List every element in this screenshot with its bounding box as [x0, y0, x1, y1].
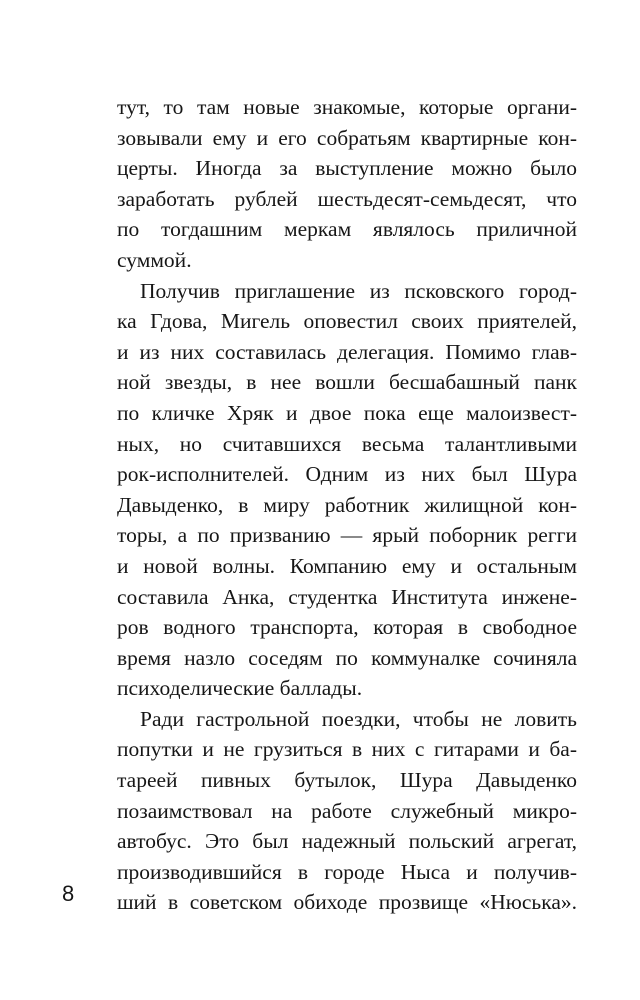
page-number: 8 [62, 881, 75, 906]
text-line: ных, но считавшихся весьма талантливыми [117, 431, 577, 456]
text-line: составила Анка, студентка Института инжене- [117, 584, 577, 609]
text-line: Давыденко, в миру работник жилищной кон- [117, 492, 577, 517]
text-line: тут, то там новые знакомые, которые органи- [117, 95, 577, 119]
text-line: торы, а по призванию — ярый поборник регги [117, 523, 577, 548]
paragraph-2 [117, 276, 577, 704]
text-line: и из них составилась делегация. Помимо глав- [117, 339, 577, 364]
text-line: церты. Иногда за выступление можно было [117, 156, 577, 181]
text-line: психоделические баллады. [117, 676, 363, 701]
text-line: суммой. [117, 247, 192, 272]
text-line: по тогдашним меркам являлось приличной [117, 217, 577, 242]
text-line: Получив приглашение из псковского город- [140, 278, 577, 303]
paragraph-1 [117, 92, 577, 276]
text-line: позаимствовал на работе служебный микро- [117, 798, 577, 823]
text-line: ров водного транспорта, которая в свободное [117, 615, 577, 640]
text-line: заработать рублей шестьдесят-семьдесят, что [117, 186, 577, 211]
body-text [117, 92, 577, 918]
text-line: ший в советском обиходе прозвище «Нюська». [117, 890, 577, 915]
text-line: ной звезды, в нее вошли бесшабашный панк [117, 370, 577, 395]
text-line: тареей пивных бутылок, Шура Давыденко [117, 768, 577, 793]
text-line: Ради гастрольной поездки, чтобы не ловить [140, 706, 577, 731]
text-line: и новой волны. Компанию ему и остальным [117, 553, 577, 578]
paragraph-3 [117, 704, 577, 918]
text-line: по кличке Хряк и двое пока еще малоизвест- [117, 400, 577, 425]
text-line: производившийся в городе Ныса и получив- [117, 859, 577, 884]
text-line: рок-исполнителей. Одним из них был Шура [117, 462, 577, 487]
text-line: автобус. Это был надежный польский агрегат, [117, 829, 577, 854]
text-line: ка Гдова, Мигель оповестил своих приятелей, [117, 309, 577, 334]
text-line: попутки и не грузиться в них с гитарами и ба- [117, 737, 577, 762]
text-line: время назло соседям по коммуналке сочиняла [117, 645, 577, 670]
text-line: зовывали ему и его собратьям квартирные кон- [117, 125, 577, 150]
